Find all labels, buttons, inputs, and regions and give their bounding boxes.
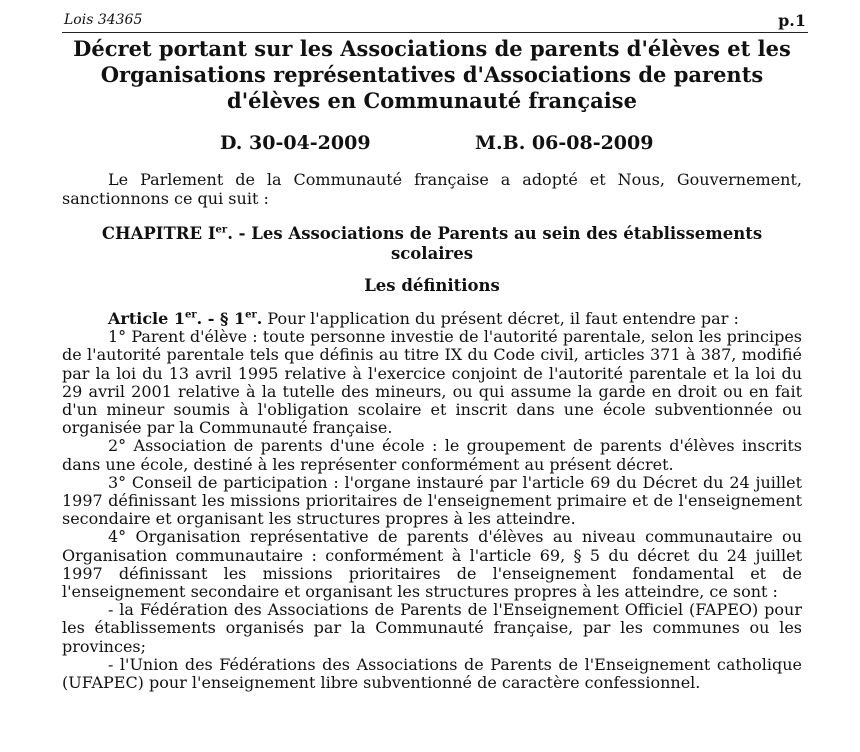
- definition-1: 1° Parent d'élève : toute personne investie de l'autorité parentale, selon les principes de l'autorité parentale tels que définis au titre IX du Code civil, articles 371 à 387, modifié par la loi du 13 avril 1995 relative à l'exercice conjoint de l'autorité parentale et la loi du 29 avril 2001 relative à la tutelle des mineurs, ou qui assume la garde en droit ou en fait d'un mineur soumis à l'obligation scolaire et inscrit dans une école subventionnée ou organisée par la Communauté française.: [62, 327, 802, 438]
- page-number: p.1: [778, 11, 806, 30]
- definition-2: 2° Association de parents d'une école : le groupement de parents d'élèves inscrits dans une école, destiné à les représenter conformément au présent décret.: [62, 436, 802, 474]
- list-item-fapeo: - la Fédération des Associations de Parents de l'Enseignement Officiel (FAPEO) pour les établissements organisés par la Communauté française, par les communes ou les provinces;: [62, 600, 802, 656]
- definition-4: 4° Organisation représentative de parents d'élèves au niveau communautaire ou Organisation communautaire : conformément à l'article 69, § 5 du décret du 24 juillet 1997 définissant les missions prioritaires de l'enseignement fondamental et de l'enseignement secondaire et organisant les structures propres à les atteindre, ce sont :: [62, 527, 802, 602]
- definition-3: 3° Conseil de participation : l'organe instauré par l'article 69 du Décret du 24 juillet 1997 définissant les missions prioritaires de l'enseignement primaire et de l'enseignement secondaire et organisant les structures propres à les atteindre.: [62, 472, 802, 529]
- moniteur-date: M.B. 06-08-2009: [475, 132, 654, 154]
- article-lead-text: Pour l'application du présent décret, il faut entendre par :: [262, 309, 739, 328]
- law-reference: Lois 34365: [64, 12, 143, 28]
- chapter-sup: er: [215, 224, 228, 236]
- document-title: Décret portant sur les Associations de parents d'élèves et les Organisations représentatives d'Associations de parents d'élèves en Communauté française: [73, 36, 791, 113]
- document-page: [62, 36, 802, 692]
- dates-line: [62, 132, 802, 158]
- list-item-ufapec: - l'Union des Fédérations des Associations de Parents de l'Enseignement catholique (UFAPEC) pour l'enseignement libre subventionné de caractère confessionnel.: [62, 654, 802, 693]
- intro-paragraph: Le Parlement de la Communauté française a adopté et Nous, Gouvernement, sanctionnons ce qui suit :: [62, 170, 802, 208]
- chapter-prefix: CHAPITRE I: [101, 224, 216, 243]
- decree-date: D. 30-04-2009: [220, 132, 371, 154]
- article-label: Article 1er. - § 1er.: [108, 309, 263, 328]
- article-lead: [62, 310, 802, 328]
- document-body: [62, 310, 802, 692]
- section-heading: Les définitions: [364, 276, 500, 295]
- page-header: [62, 8, 808, 33]
- chapter-text: . - Les Associations de Parents au sein des établissements scolaires: [227, 224, 763, 263]
- chapter-heading: [62, 224, 802, 264]
